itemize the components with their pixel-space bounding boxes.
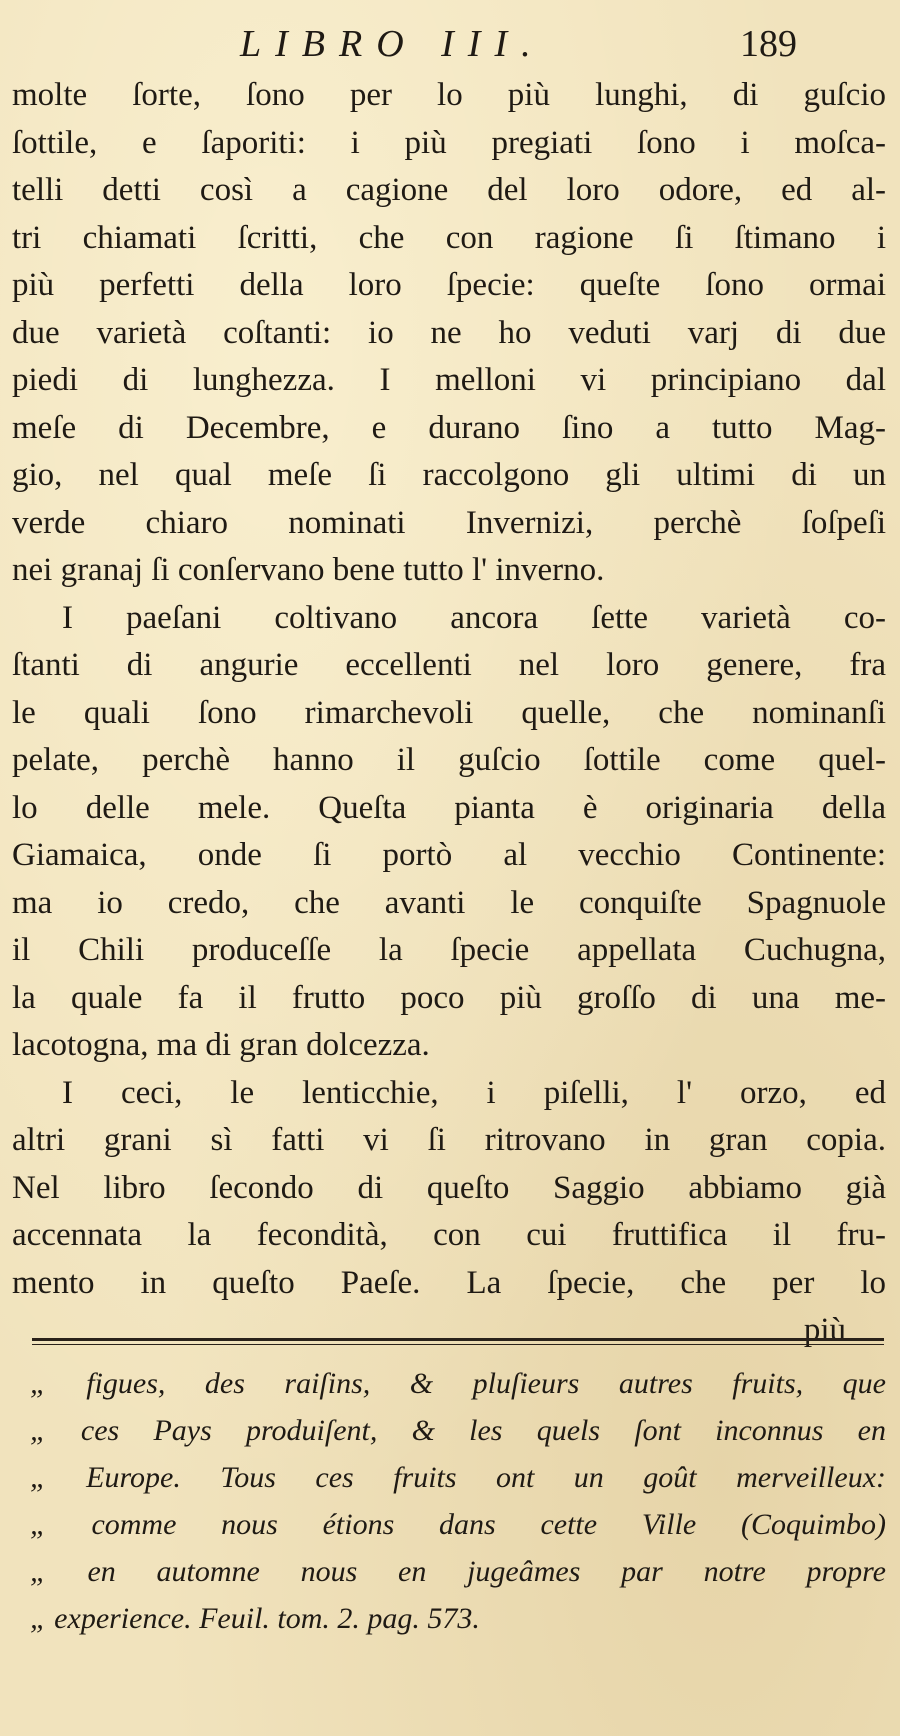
footnote-rule-thin: [32, 1344, 884, 1345]
text-line: ma io credo, che avanti le conquiſte Spagnuole: [12, 884, 886, 921]
text-line: il Chili produceſſe la ſpecie appellata Cuchugna,: [12, 932, 886, 968]
text-line: meſe di Decembre, e durano ſino a tutto Mag-: [12, 409, 886, 446]
footnote-line: „ experience. Feuil. tom. 2. pag. 573.: [30, 1602, 480, 1635]
footnote-line: „ Europe. Tous ces fruits ont un goût merveilleux:: [30, 1461, 886, 1494]
text-line: più perfetti della loro ſpecie: queſte ſono ormai: [12, 267, 886, 303]
footnote-line: „ en automne nous en jugeâmes par notre propre: [30, 1555, 886, 1588]
text-line: accennata la fecondità, con cui fruttifica il fru-: [12, 1217, 886, 1253]
text-line: telli detti così a cagione del loro odore, ed al-: [12, 172, 886, 208]
catchword: più: [803, 1312, 846, 1348]
text-line: molte ſorte, ſono per lo più lunghi, di guſcio: [12, 77, 886, 113]
running-head: LIBRO III.: [240, 23, 545, 65]
text-line: Nel libro ſecondo di queſto Saggio abbiamo già: [12, 1169, 886, 1206]
text-line: I ceci, le lenticchie, i piſelli, l' orzo, ed: [62, 1074, 886, 1111]
text-line: verde chiaro nominati Invernizi, perchè ſoſpeſi: [12, 504, 886, 541]
text-line: pelate, perchè hanno il guſcio ſottile come quel-: [12, 742, 886, 778]
text-line: ſottile, e ſaporiti: i più pregiati ſono i moſca-: [12, 124, 886, 161]
footnote-line: „ figues, des raiſins, & pluſieurs autres fruits, que: [30, 1367, 886, 1400]
text-line: I paeſani coltivano ancora ſette varietà co-: [62, 599, 886, 636]
text-line: nei granaj ſi conſervano bene tutto l' inverno.: [12, 552, 605, 588]
text-line: le quali ſono rimarchevoli quelle, che nominanſi: [12, 694, 886, 731]
text-line: la quale fa il frutto poco più groſſo di una me-: [12, 979, 886, 1016]
text-line: due varietà coſtanti: io ne ho veduti varj di due: [12, 314, 886, 351]
footnote-rule: [32, 1338, 884, 1341]
footnote-line: „ ces Pays produiſent, & les quels ſont inconnus en: [30, 1414, 886, 1447]
body-text: [12, 72, 886, 1355]
text-line: altri grani sì fatti vi ſi ritrovano in gran copia.: [12, 1122, 886, 1158]
text-line: piedi di lunghezza. I melloni vi principiano dal: [12, 362, 886, 398]
text-line: gio, nel qual meſe ſi raccolgono gli ultimi di un: [12, 457, 886, 493]
text-line: Giamaica, onde ſi portò al vecchio Continente:: [12, 837, 886, 873]
text-line: lo delle mele. Queſta pianta è originaria della: [12, 789, 886, 826]
text-line: lacotogna, ma di gran dolcezza.: [12, 1027, 430, 1063]
text-line: tri chiamati ſcritti, che con ragione ſi ſtimano i: [12, 219, 886, 256]
text-line: ſtanti di angurie eccellenti nel loro genere, fra: [12, 647, 886, 683]
footnote: [30, 1360, 886, 1642]
text-line: mento in queſto Paeſe. La ſpecie, che per lo: [12, 1264, 886, 1301]
page-number: 189: [740, 23, 797, 65]
page-header: [0, 18, 900, 68]
footnote-line: „ comme nous étions dans cette Ville (Coquimbo): [30, 1508, 886, 1541]
